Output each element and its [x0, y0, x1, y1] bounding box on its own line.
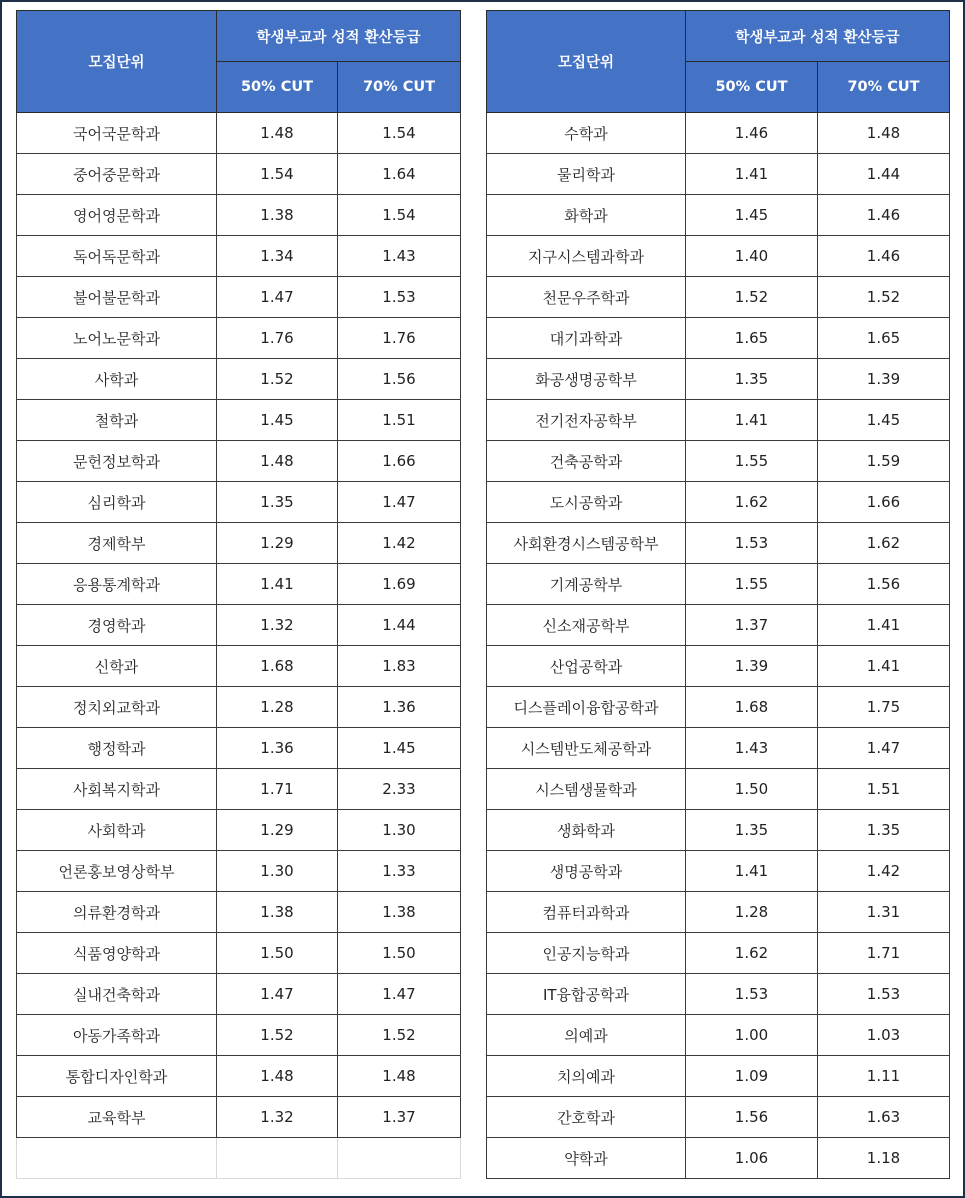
cut50-cell: 1.35 [686, 359, 818, 400]
cut70-cell: 1.41 [818, 605, 950, 646]
unit-cell: 식품영양학과 [17, 933, 217, 974]
cut70-cell: 1.76 [338, 318, 461, 359]
unit-cell: 전기전자공학부 [487, 400, 686, 441]
cut50-cell: 1.40 [686, 236, 818, 277]
unit-cell: 건축공학과 [487, 441, 686, 482]
cut70-cell: 1.65 [818, 318, 950, 359]
cut70-cell: 1.52 [818, 277, 950, 318]
cut70-cell: 1.46 [818, 195, 950, 236]
cut50-cell: 1.43 [686, 728, 818, 769]
cut70-cell: 1.42 [818, 851, 950, 892]
cut70-cell: 1.44 [818, 154, 950, 195]
cut50-cell: 1.46 [686, 113, 818, 154]
table-row [487, 974, 950, 1015]
unit-cell: 영어영문학과 [17, 195, 217, 236]
unit-cell: 사회환경시스템공학부 [487, 523, 686, 564]
cut50-cell: 1.65 [686, 318, 818, 359]
cut70-cell: 1.47 [338, 974, 461, 1015]
cut50-cell: 1.39 [686, 646, 818, 687]
unit-cell: 생명공학과 [487, 851, 686, 892]
unit-cell: 시스템반도체공학과 [487, 728, 686, 769]
unit-cell: 간호학과 [487, 1097, 686, 1138]
unit-cell: 통합디자인학과 [17, 1056, 217, 1097]
table-row [17, 1056, 461, 1097]
table-row [487, 1015, 950, 1056]
cut50-cell: 1.29 [217, 810, 338, 851]
table-row [487, 318, 950, 359]
table-row [17, 523, 461, 564]
table-row [17, 359, 461, 400]
cut50-cell: 1.50 [217, 933, 338, 974]
cut70-cell: 1.51 [338, 400, 461, 441]
table-row [17, 687, 461, 728]
table-row [487, 359, 950, 400]
unit-cell: 행정학과 [17, 728, 217, 769]
unit-cell: 중어중문학과 [17, 154, 217, 195]
table-row [17, 974, 461, 1015]
table-row [487, 646, 950, 687]
cut50-cell: 1.45 [686, 195, 818, 236]
header-grade-title: 학생부교과 성적 환산등급 [686, 11, 950, 62]
unit-cell: 약학과 [487, 1138, 686, 1179]
cut50-cell: 1.71 [217, 769, 338, 810]
unit-cell: 수학과 [487, 113, 686, 154]
unit-cell: 도시공학과 [487, 482, 686, 523]
cut70-cell: 1.33 [338, 851, 461, 892]
cut70-cell: 1.37 [338, 1097, 461, 1138]
header-grade-title: 학생부교과 성적 환산등급 [217, 11, 461, 62]
cut70-cell: 1.83 [338, 646, 461, 687]
table-row [17, 1015, 461, 1056]
cut50-cell: 1.62 [686, 482, 818, 523]
unit-cell: 의류환경학과 [17, 892, 217, 933]
cut70-cell: 1.54 [338, 113, 461, 154]
table-row [487, 154, 950, 195]
empty-cell [17, 1138, 217, 1179]
cut50-cell: 1.76 [217, 318, 338, 359]
cut50-cell: 1.06 [686, 1138, 818, 1179]
cut70-cell: 1.48 [338, 1056, 461, 1097]
cut70-cell: 1.46 [818, 236, 950, 277]
table-row [487, 195, 950, 236]
cut50-cell: 1.32 [217, 1097, 338, 1138]
cut50-cell: 1.09 [686, 1056, 818, 1097]
cut50-cell: 1.29 [217, 523, 338, 564]
table-row [487, 687, 950, 728]
header-cut50: 50% CUT [686, 62, 818, 113]
cut50-cell: 1.38 [217, 195, 338, 236]
unit-cell: 산업공학과 [487, 646, 686, 687]
table-row [487, 1138, 950, 1179]
cut50-cell: 1.62 [686, 933, 818, 974]
unit-cell: 컴퓨터과학과 [487, 892, 686, 933]
table-row [487, 482, 950, 523]
table-row [487, 523, 950, 564]
unit-cell: 사회복지학과 [17, 769, 217, 810]
cut70-cell: 1.62 [818, 523, 950, 564]
unit-cell: 불어불문학과 [17, 277, 217, 318]
table-row [487, 933, 950, 974]
header-cut70: 70% CUT [818, 62, 950, 113]
table-row [17, 482, 461, 523]
unit-cell: 물리학과 [487, 154, 686, 195]
header-unit: 모집단위 [17, 11, 217, 113]
cut50-cell: 1.68 [217, 646, 338, 687]
table-row [17, 564, 461, 605]
cut70-cell: 1.44 [338, 605, 461, 646]
table-row [17, 195, 461, 236]
unit-cell: 디스플레이융합공학과 [487, 687, 686, 728]
table-row [487, 728, 950, 769]
cut50-cell: 1.48 [217, 113, 338, 154]
header-cut70: 70% CUT [338, 62, 461, 113]
cut70-cell: 1.69 [338, 564, 461, 605]
unit-cell: 시스템생물학과 [487, 769, 686, 810]
unit-cell: 화학과 [487, 195, 686, 236]
unit-cell: 철학과 [17, 400, 217, 441]
table-row [487, 564, 950, 605]
cut70-cell: 1.50 [338, 933, 461, 974]
unit-cell: 노어노문학과 [17, 318, 217, 359]
cut70-cell: 1.56 [818, 564, 950, 605]
cut70-cell: 1.66 [338, 441, 461, 482]
cut70-cell: 1.75 [818, 687, 950, 728]
table-row [17, 605, 461, 646]
right-table-body [487, 113, 950, 1179]
unit-cell: 천문우주학과 [487, 277, 686, 318]
table-row [487, 441, 950, 482]
cut70-cell: 1.63 [818, 1097, 950, 1138]
table-row [487, 892, 950, 933]
table-row [487, 1097, 950, 1138]
table-row [17, 154, 461, 195]
cut50-cell: 1.00 [686, 1015, 818, 1056]
left-grade-table [16, 10, 461, 1179]
unit-cell: 인공지능학과 [487, 933, 686, 974]
cut70-cell: 1.45 [818, 400, 950, 441]
unit-cell: 정치외교학과 [17, 687, 217, 728]
unit-cell: 경영학과 [17, 605, 217, 646]
unit-cell: 언론홍보영상학부 [17, 851, 217, 892]
unit-cell: 의예과 [487, 1015, 686, 1056]
cut70-cell: 1.36 [338, 687, 461, 728]
cut50-cell: 1.52 [217, 359, 338, 400]
table-row [487, 605, 950, 646]
cut70-cell: 1.52 [338, 1015, 461, 1056]
table-row [487, 810, 950, 851]
cut50-cell: 1.41 [686, 400, 818, 441]
unit-cell: 치의예과 [487, 1056, 686, 1097]
unit-cell: 문헌정보학과 [17, 441, 217, 482]
cut50-cell: 1.35 [217, 482, 338, 523]
unit-cell: 신학과 [17, 646, 217, 687]
cut50-cell: 1.41 [217, 564, 338, 605]
cut50-cell: 1.55 [686, 441, 818, 482]
table-row [487, 277, 950, 318]
cut70-cell: 1.35 [818, 810, 950, 851]
cut50-cell: 1.68 [686, 687, 818, 728]
cut70-cell: 1.03 [818, 1015, 950, 1056]
cut70-cell: 1.30 [338, 810, 461, 851]
table-row [17, 1097, 461, 1138]
cut50-cell: 1.47 [217, 974, 338, 1015]
cut70-cell: 1.45 [338, 728, 461, 769]
cut70-cell: 1.41 [818, 646, 950, 687]
cut50-cell: 1.28 [686, 892, 818, 933]
cut70-cell: 1.53 [338, 277, 461, 318]
header-cut50: 50% CUT [217, 62, 338, 113]
unit-cell: 화공생명공학부 [487, 359, 686, 400]
cut70-cell: 1.59 [818, 441, 950, 482]
cut50-cell: 1.38 [217, 892, 338, 933]
header-unit: 모집단위 [487, 11, 686, 113]
cut50-cell: 1.53 [686, 523, 818, 564]
unit-cell: 생화학과 [487, 810, 686, 851]
unit-cell: 지구시스템과학과 [487, 236, 686, 277]
table-row [17, 810, 461, 851]
cut50-cell: 1.48 [217, 441, 338, 482]
cut50-cell: 1.28 [217, 687, 338, 728]
table-row [17, 113, 461, 154]
cut50-cell: 1.52 [217, 1015, 338, 1056]
table-row [17, 728, 461, 769]
cut50-cell: 1.50 [686, 769, 818, 810]
cut70-cell: 1.51 [818, 769, 950, 810]
cut70-cell: 1.48 [818, 113, 950, 154]
cut70-cell: 1.54 [338, 195, 461, 236]
cut70-cell: 1.18 [818, 1138, 950, 1179]
cut70-cell: 1.53 [818, 974, 950, 1015]
cut50-cell: 1.30 [217, 851, 338, 892]
table-row [17, 318, 461, 359]
cut50-cell: 1.35 [686, 810, 818, 851]
unit-cell: 응용통계학과 [17, 564, 217, 605]
table-row [17, 646, 461, 687]
cut50-cell: 1.53 [686, 974, 818, 1015]
cut50-cell: 1.55 [686, 564, 818, 605]
left-table-body [17, 113, 461, 1179]
empty-row [17, 1138, 461, 1179]
table-row [17, 400, 461, 441]
cut70-cell: 1.56 [338, 359, 461, 400]
unit-cell: 경제학부 [17, 523, 217, 564]
cut50-cell: 1.45 [217, 400, 338, 441]
cut70-cell: 1.47 [818, 728, 950, 769]
unit-cell: 사학과 [17, 359, 217, 400]
cut50-cell: 1.36 [217, 728, 338, 769]
cut70-cell: 1.38 [338, 892, 461, 933]
cut70-cell: 1.11 [818, 1056, 950, 1097]
cut70-cell: 1.66 [818, 482, 950, 523]
unit-cell: 기계공학부 [487, 564, 686, 605]
table-row [487, 1056, 950, 1097]
cut50-cell: 1.47 [217, 277, 338, 318]
unit-cell: 아동가족학과 [17, 1015, 217, 1056]
unit-cell: 대기과학과 [487, 318, 686, 359]
cut70-cell: 2.33 [338, 769, 461, 810]
table-row [17, 441, 461, 482]
unit-cell: 심리학과 [17, 482, 217, 523]
table-row [17, 892, 461, 933]
cut50-cell: 1.37 [686, 605, 818, 646]
unit-cell: IT융합공학과 [487, 974, 686, 1015]
unit-cell: 교육학부 [17, 1097, 217, 1138]
table-row [487, 236, 950, 277]
unit-cell: 독어독문학과 [17, 236, 217, 277]
table-row [17, 769, 461, 810]
table-row [487, 769, 950, 810]
empty-cell [217, 1138, 338, 1179]
empty-cell [338, 1138, 461, 1179]
cut70-cell: 1.39 [818, 359, 950, 400]
cut70-cell: 1.43 [338, 236, 461, 277]
cut50-cell: 1.41 [686, 851, 818, 892]
unit-cell: 국어국문학과 [17, 113, 217, 154]
cut50-cell: 1.41 [686, 154, 818, 195]
cut50-cell: 1.32 [217, 605, 338, 646]
cut50-cell: 1.56 [686, 1097, 818, 1138]
right-grade-table [486, 10, 950, 1179]
table-row [17, 933, 461, 974]
cut70-cell: 1.47 [338, 482, 461, 523]
table-row [17, 236, 461, 277]
table-row [487, 851, 950, 892]
cut70-cell: 1.64 [338, 154, 461, 195]
unit-cell: 신소재공학부 [487, 605, 686, 646]
cut50-cell: 1.34 [217, 236, 338, 277]
cut70-cell: 1.42 [338, 523, 461, 564]
unit-cell: 실내건축학과 [17, 974, 217, 1015]
table-row [17, 851, 461, 892]
cut50-cell: 1.52 [686, 277, 818, 318]
table-row [17, 277, 461, 318]
cut50-cell: 1.54 [217, 154, 338, 195]
cut70-cell: 1.31 [818, 892, 950, 933]
cut50-cell: 1.48 [217, 1056, 338, 1097]
unit-cell: 사회학과 [17, 810, 217, 851]
cut70-cell: 1.71 [818, 933, 950, 974]
table-row [487, 113, 950, 154]
table-row [487, 400, 950, 441]
